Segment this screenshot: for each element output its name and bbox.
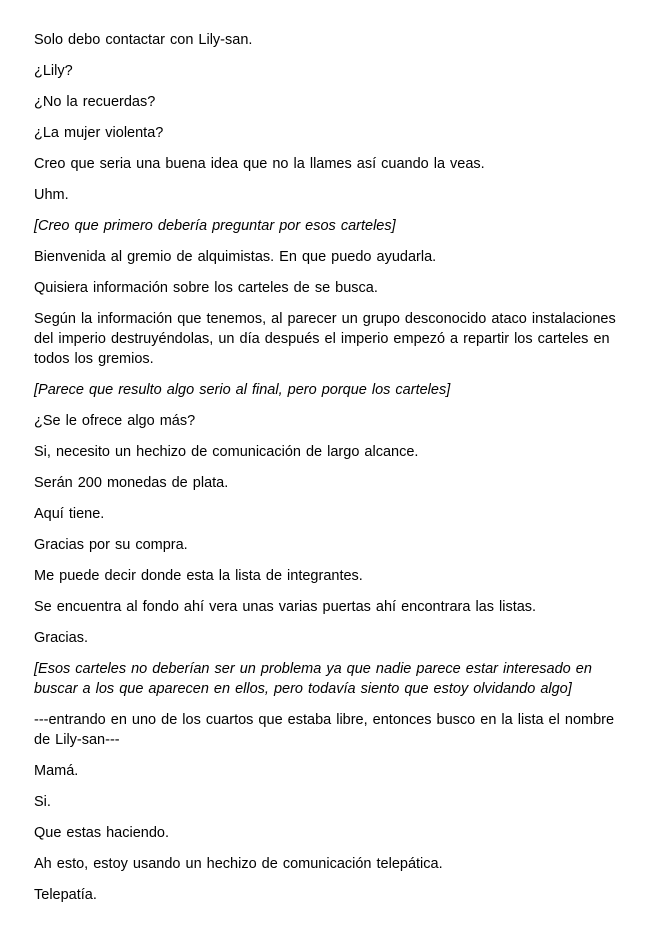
paragraph: Si, necesito un hechizo de comunicación de largo alcance. (34, 444, 419, 460)
paragraph: Serán 200 monedas de plata. (34, 475, 229, 491)
paragraph: Solo debo contactar con Lily-san. (34, 32, 253, 48)
paragraph: Gracias. (34, 630, 88, 646)
paragraph: ¿Lily? (34, 63, 73, 79)
paragraph: Según la información que tenemos, al parecer un grupo desconocido ataco instalaciones del imperio destruyéndolas, un día después el imperio empezó a repartir los carteles en todos los gremios. (34, 311, 616, 367)
paragraph: Aquí tiene. (34, 506, 105, 522)
paragraph: Si. (34, 794, 51, 810)
narration-paragraph: ---entrando en uno de los cuartos que estaba libre, entonces busco en la lista el nombre de Lily-san--- (34, 712, 615, 748)
paragraph: Bienvenida al gremio de alquimistas. En que puedo ayudarla. (34, 249, 437, 265)
thought-paragraph: [Parece que resulto algo serio al final, pero porque los carteles] (34, 382, 451, 398)
paragraph: Gracias por su compra. (34, 537, 188, 553)
paragraph: Se encuentra al fondo ahí vera unas varias puertas ahí encontrara las listas. (34, 599, 537, 615)
paragraph: Uhm. (34, 187, 69, 203)
paragraph: Telepatía. (34, 887, 97, 903)
paragraph: Mamá. (34, 763, 79, 779)
paragraph: Quisiera información sobre los carteles de se busca. (34, 280, 378, 296)
paragraph: ¿Se le ofrece algo más? (34, 413, 196, 429)
paragraph: ¿No la recuerdas? (34, 94, 156, 110)
paragraph: Creo que seria una buena idea que no la llames así cuando la veas. (34, 156, 485, 172)
thought-paragraph: [Esos carteles no deberían ser un problema ya que nadie parece estar interesado en buscar a los que aparecen en ellos, pero todavía siento que estoy olvidando algo] (34, 661, 592, 697)
paragraph: ¿La mujer violenta? (34, 125, 164, 141)
paragraph: Me puede decir donde esta la lista de integrantes. (34, 568, 363, 584)
paragraph: Que estas haciendo. (34, 825, 170, 841)
paragraph: Ah esto, estoy usando un hechizo de comunicación telepática. (34, 856, 443, 872)
thought-paragraph: [Creo que primero debería preguntar por esos carteles] (34, 218, 396, 234)
